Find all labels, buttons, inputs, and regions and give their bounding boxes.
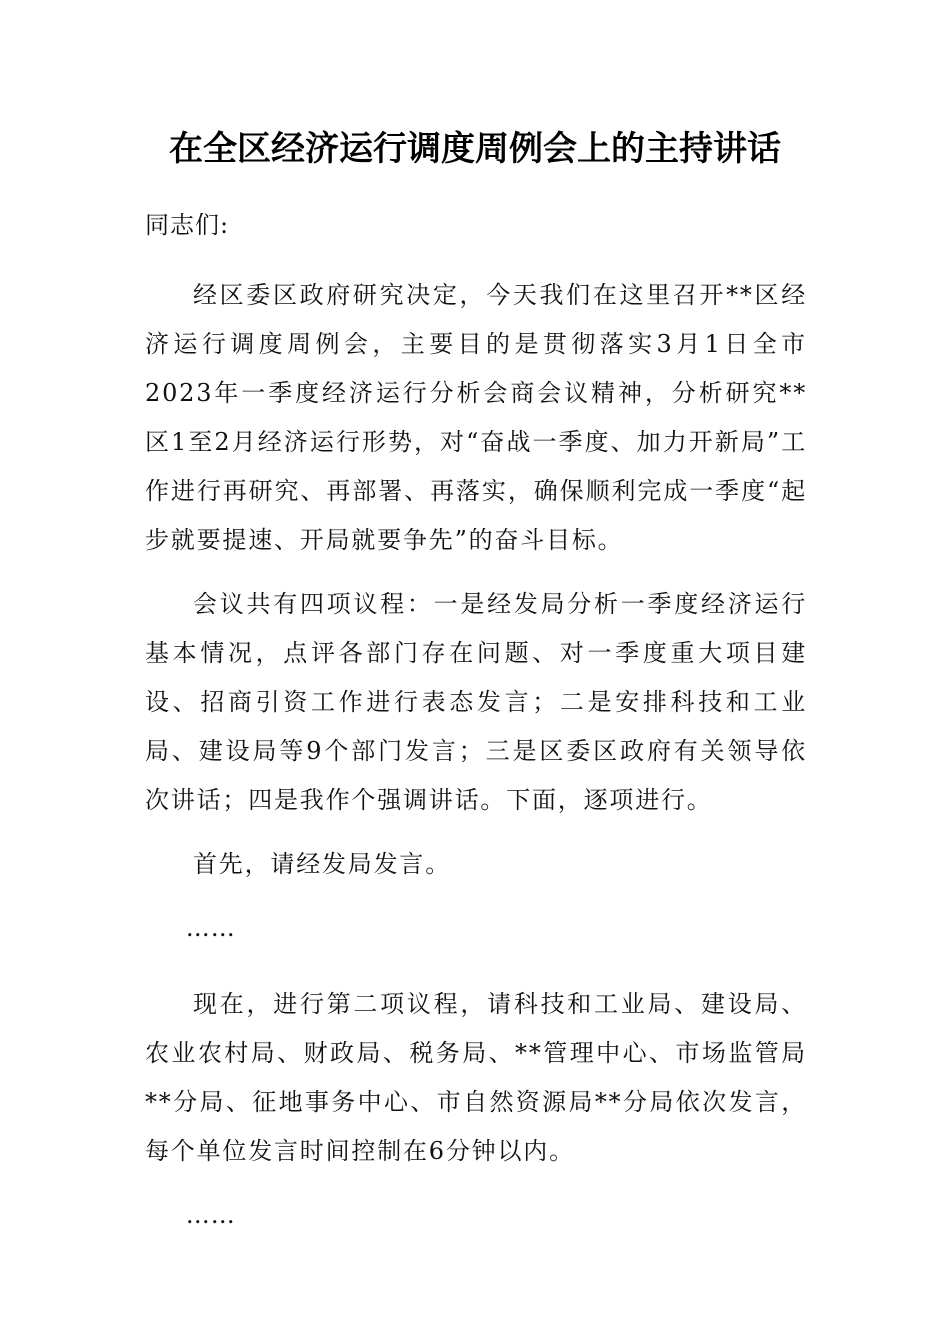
ellipsis-2: …… — [185, 1201, 236, 1229]
paragraph-first-speaker: 首先，请经发局发言。 — [193, 850, 451, 878]
ellipsis-1: …… — [185, 914, 236, 942]
document-title: 在全区经济运行调度周例会上的主持讲话 — [169, 129, 781, 169]
salutation: 同志们: — [145, 211, 230, 239]
document-body — [145, 205, 807, 1267]
paragraph-opening: 经区委区政府研究决定，今天我们在这里召开**区经济运行调度周例会，主要目的是贯彻落实3月1日全市2023年一季度经济运行分析会商会议精神，分析研究**区1至2月经济运行形势，对“奋战一季度、加力开新局”工作进行再研究、再部署、再落实，确保顺利完成一季度“起步就要提速、开局就要争先”的奋斗目标。 — [145, 281, 807, 554]
paragraph-agenda: 会议共有四项议程：一是经发局分析一季度经济运行基本情况，点评各部门存在问题、对一季度重大项目建设、招商引资工作进行表态发言；二是安排科技和工业局、建设局等9个部门发言；三是区委区政府有关领导依次讲话；四是我作个强调讲话。下面，逐项进行。 — [145, 590, 807, 814]
paragraph-second-agenda: 现在，进行第二项议程，请科技和工业局、建设局、农业农村局、财政局、税务局、**管理中心、市场监管局**分局、征地事务中心、市自然资源局**分局依次发言，每个单位发言时间控制在6分钟以内。 — [145, 990, 807, 1165]
